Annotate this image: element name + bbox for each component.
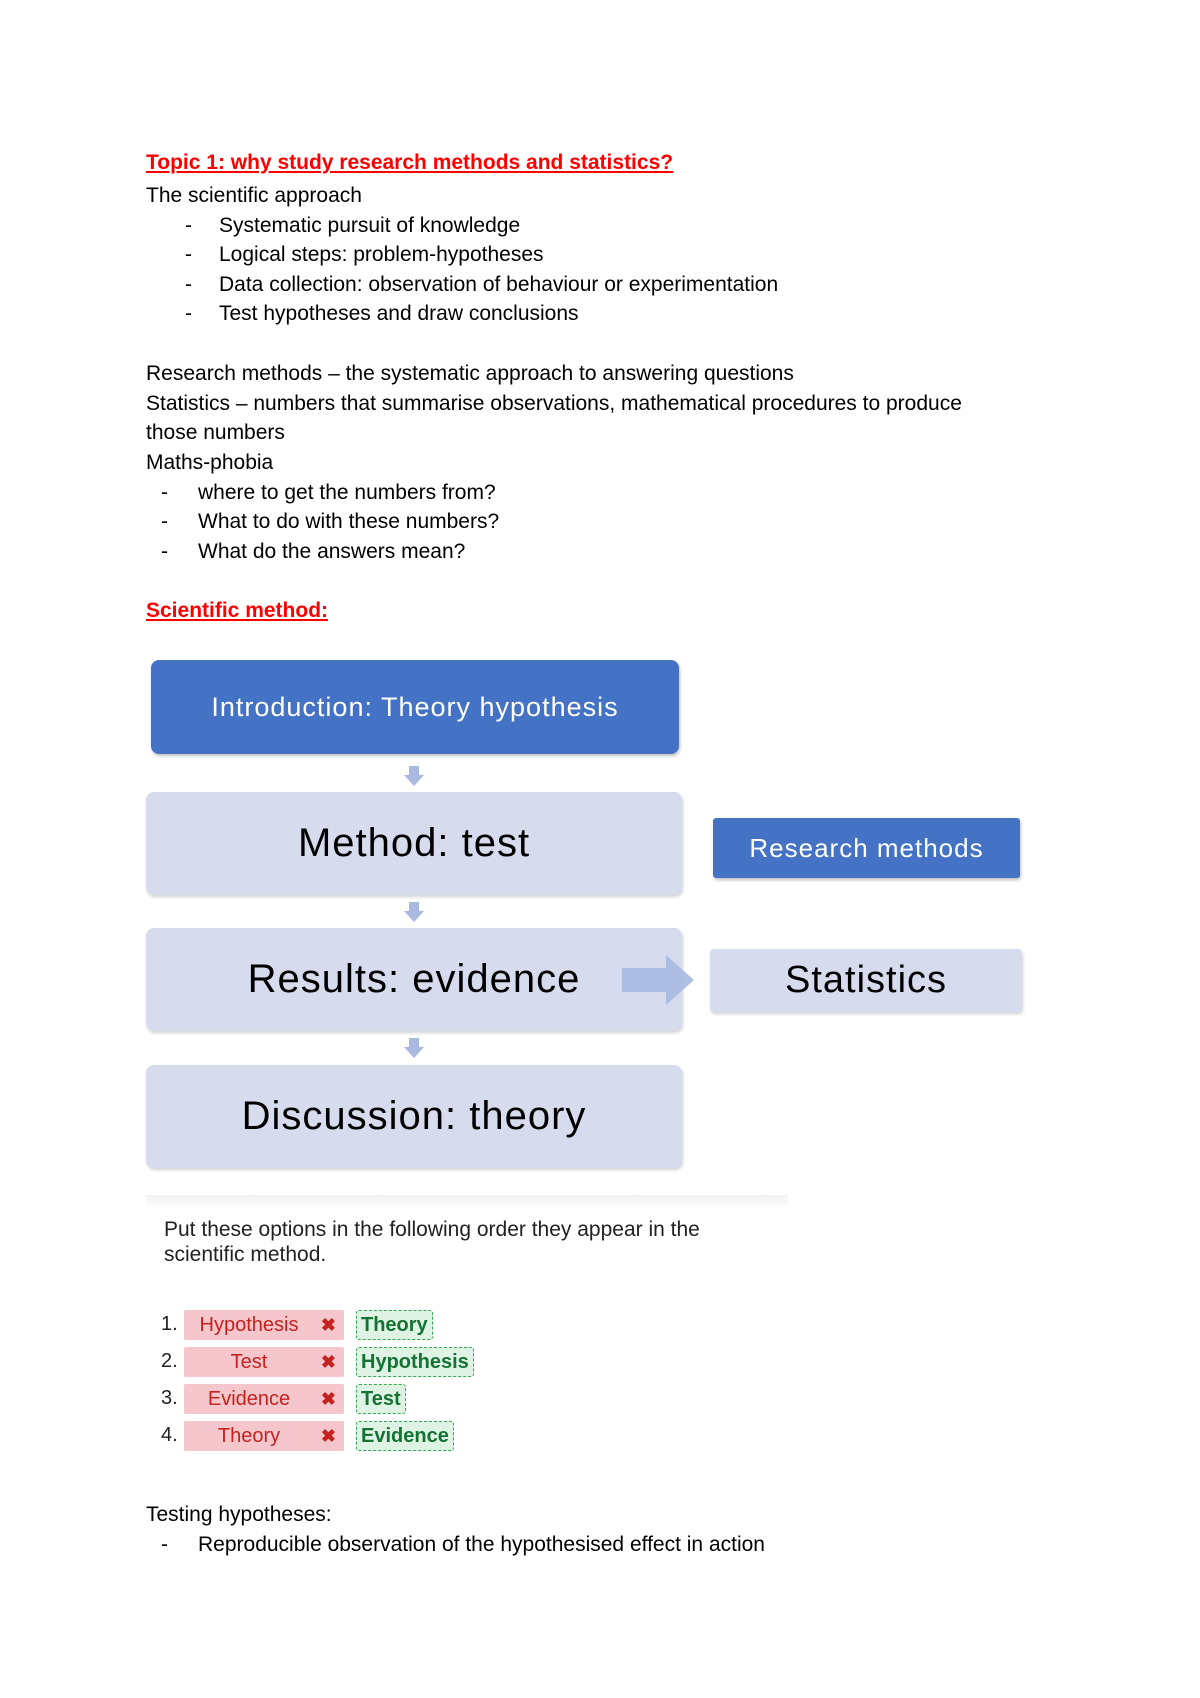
quiz-row-number: 1. (161, 1313, 178, 1335)
quiz-row-number: 4. (161, 1424, 178, 1446)
quiz-question: Put these options in the following order they appear in the scientific method. (164, 1218, 700, 1266)
close-x-icon: ✖ (320, 1352, 336, 1372)
scientific-method-heading: Scientific method: (146, 599, 329, 622)
close-x-icon: ✖ (320, 1389, 336, 1409)
close-x-icon: ✖ (320, 1315, 336, 1335)
maths-phobia-title: Maths-phobia (146, 451, 274, 474)
statistics-box: Statistics (710, 949, 1022, 1012)
research-methods-definition: Research methods – the systematic approach to answering questions (146, 362, 794, 385)
testing-hypotheses-title: Testing hypotheses: (146, 1503, 332, 1526)
statistics-definition-line2: those numbers (146, 421, 285, 444)
correct-answer-chip: Hypothesis (356, 1347, 474, 1377)
close-x-icon: ✖ (320, 1426, 336, 1446)
quiz-row-number: 3. (161, 1387, 178, 1409)
correct-answer-chip: Theory (356, 1310, 433, 1340)
correct-answer-chip: Test (356, 1384, 406, 1414)
wrong-answer-chip: Test ✖ (184, 1347, 344, 1377)
method-box: Method: test (146, 792, 682, 895)
discussion-box: Discussion: theory (146, 1065, 682, 1168)
scientific-approach-title: The scientific approach (146, 184, 362, 207)
results-box: Results: evidence (146, 928, 682, 1031)
research-methods-box: Research methods (713, 818, 1020, 878)
statistics-definition-line1: Statistics – numbers that summarise observations, mathematical procedures to produce (146, 392, 962, 415)
quiz-image (146, 1195, 788, 1450)
down-arrow-icon (404, 766, 424, 786)
topic-heading: Topic 1: why study research methods and statistics? (146, 151, 674, 174)
correct-answer-chip: Evidence (356, 1421, 454, 1451)
wrong-answer-chip: Evidence ✖ (184, 1384, 344, 1414)
down-arrow-icon (404, 902, 424, 922)
quiz-row-number: 2. (161, 1350, 178, 1372)
down-arrow-icon (404, 1038, 424, 1058)
introduction-box: Introduction: Theory hypothesis (151, 660, 679, 754)
document-page: Topic 1: why study research methods and statistics? The scientific approach - Systematic pursuit of knowledge - Logical steps: problem-hypotheses - Data collection: observation of behaviour or experimentation - Test hypotheses and draw conclusions Research methods – the systematic approach to answering questions Statistics – numbers that summarise observations, mathematical procedures to produce those numbers Maths-phobia - where to get the numbers from? - What to do with these numbers? - What do the answers mean? Scientific method: Introduction: Theory hypothesis Method: test Results: evidence Discussion: theory Research methods Statistics Put these options in the following order they appear in the scientific method. 1. Hypothesis ✖ Theory 2. Test ✖ Hypothesis 3. Evidence ✖ Test 4. Theory ✖ Evidence Testing hypotheses: - Reproducible observation of the hypothesised effect in action (0, 0, 1200, 1698)
wrong-answer-chip: Hypothesis ✖ (184, 1310, 344, 1340)
wrong-answer-chip: Theory ✖ (184, 1421, 344, 1451)
right-arrow-icon (622, 955, 694, 1005)
